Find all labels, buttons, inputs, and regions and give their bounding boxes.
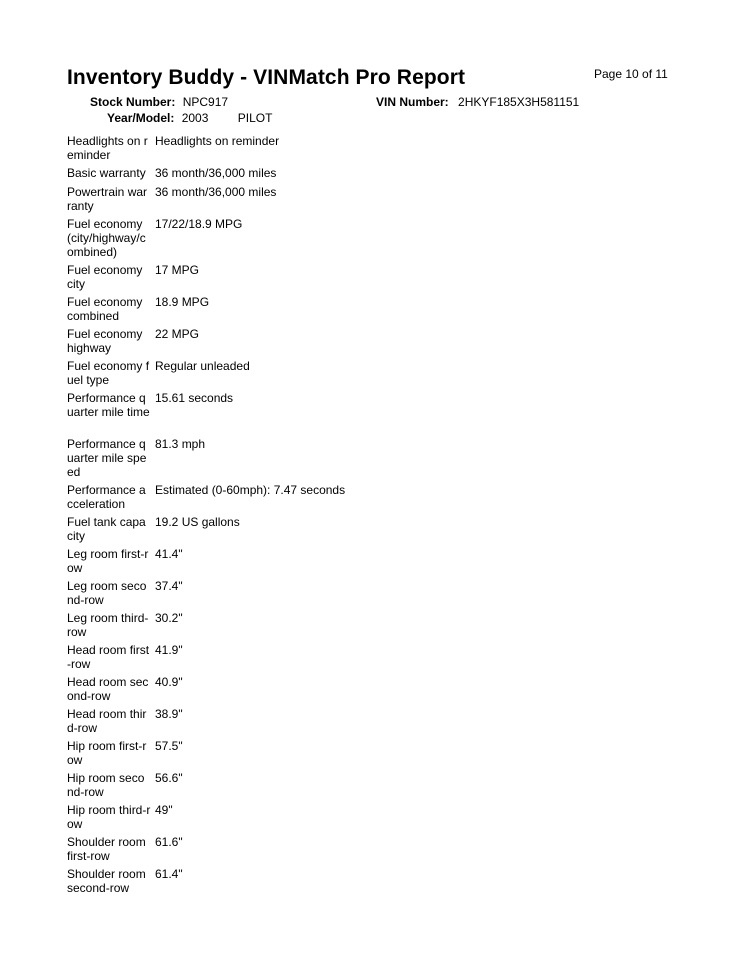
stock-number-field <box>90 95 228 109</box>
spec-value: 22 MPG <box>155 327 200 341</box>
spec-label: Head room second-row <box>67 675 149 703</box>
spec-value: 17/22/18.9 MPG <box>155 217 243 231</box>
spec-value: 17 MPG <box>155 263 200 277</box>
spec-value: Estimated (0-60mph): 7.47 seconds <box>155 483 346 497</box>
spec-value: 41.4" <box>155 547 183 561</box>
spec-value: 61.6" <box>155 835 183 849</box>
spec-label: Powertrain warranty <box>67 185 148 213</box>
spec-label: Performance quarter mile time <box>67 391 150 419</box>
year-value: 2003 <box>181 111 209 125</box>
spec-value: 36 month/36,000 miles <box>155 185 277 199</box>
spec-label: Performance quarter mile speed <box>67 437 147 479</box>
spec-label: Performance acceleration <box>67 483 146 511</box>
spec-value: 15.61 seconds <box>155 391 234 405</box>
spec-value: 37.4" <box>155 579 183 593</box>
spec-value: 41.9" <box>155 643 183 657</box>
spec-label: Shoulder room first-row <box>67 835 146 863</box>
spec-value: 49" <box>155 803 173 817</box>
year-model-label: Year/Model: <box>107 111 175 125</box>
spec-value: 81.3 mph <box>155 437 206 451</box>
year-model-field <box>107 111 272 125</box>
spec-label: Fuel economy fuel type <box>67 359 150 387</box>
spec-label: Fuel economy (city/highway/combined) <box>67 217 146 259</box>
vin-number-value: 2HKYF185X3H581151 <box>458 95 580 109</box>
spec-label: Basic warranty <box>67 166 146 180</box>
spec-label: Hip room first-row <box>67 739 147 767</box>
spec-value: 56.6" <box>155 771 183 785</box>
spec-label: Fuel economy highway <box>67 327 143 355</box>
spec-value: 18.9 MPG <box>155 295 210 309</box>
spec-value: Headlights on reminder <box>155 134 280 148</box>
spec-value: 40.9" <box>155 675 183 689</box>
spec-value: 36 month/36,000 miles <box>155 166 277 180</box>
spec-label: Fuel economy city <box>67 263 143 291</box>
spec-label: Shoulder room second-row <box>67 867 146 895</box>
spec-label: Head room third-row <box>67 707 147 735</box>
stock-number-label: Stock Number: <box>90 95 176 109</box>
spec-label: Leg room first-row <box>67 547 149 575</box>
vin-number-field <box>376 95 579 109</box>
spec-label: Fuel economy combined <box>67 295 143 323</box>
page-number: Page 10 of 11 <box>594 67 668 81</box>
spec-value: 57.5" <box>155 739 183 753</box>
spec-label: Hip room third-row <box>67 803 151 831</box>
report-title: Inventory Buddy - VINMatch Pro Report <box>67 66 466 89</box>
spec-value: 30.2" <box>155 611 183 625</box>
model-value: PILOT <box>237 111 273 125</box>
spec-label: Leg room third-row <box>67 611 149 639</box>
stock-number-value: NPC917 <box>182 95 229 109</box>
spec-value: 61.4" <box>155 867 183 881</box>
spec-label: Leg room second-row <box>67 579 147 607</box>
vin-number-label: VIN Number: <box>376 95 449 109</box>
spec-value: 38.9" <box>155 707 183 721</box>
spec-label: Fuel tank capacity <box>67 515 146 543</box>
spec-value: Regular unleaded <box>155 359 250 373</box>
spec-value: 19.2 US gallons <box>155 515 240 529</box>
spec-label: Headlights on reminder <box>67 134 148 162</box>
spec-label: Hip room second-row <box>67 771 145 799</box>
spec-label: Head room first-row <box>67 643 150 671</box>
